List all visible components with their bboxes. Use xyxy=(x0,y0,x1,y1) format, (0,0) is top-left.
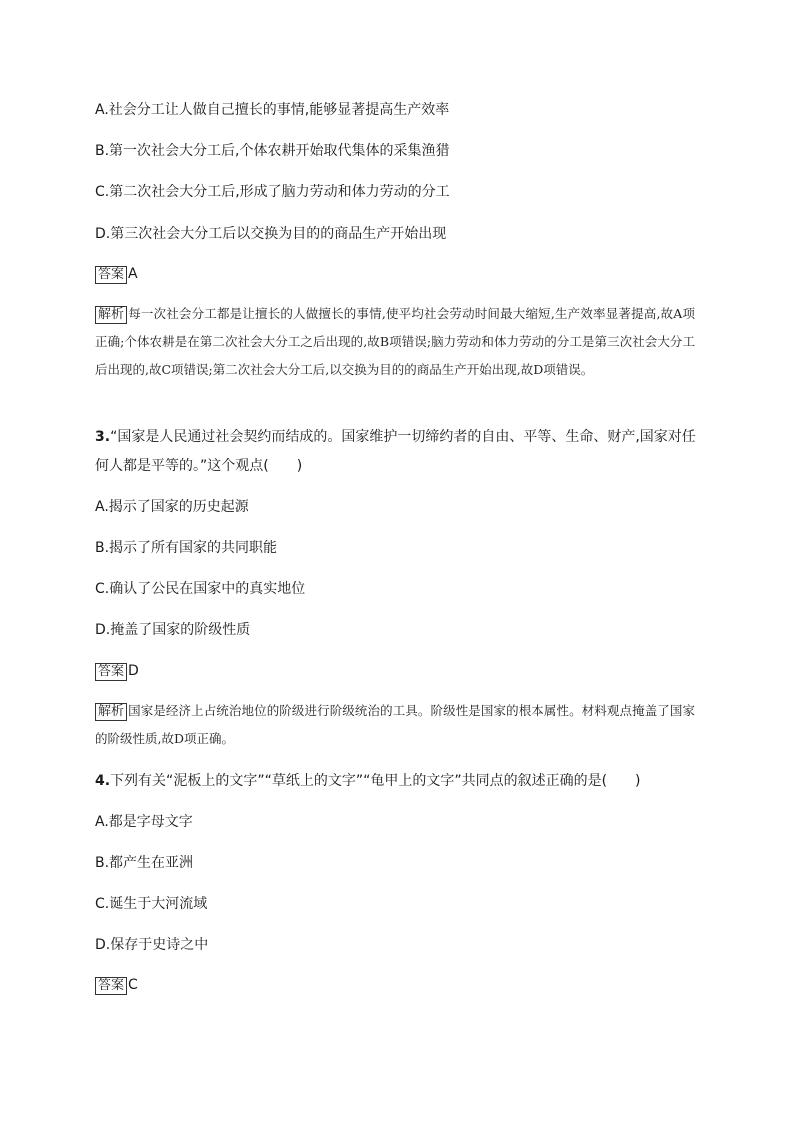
question-number: 4. xyxy=(95,773,111,789)
answer-value: A xyxy=(128,266,138,282)
question-number: 3. xyxy=(95,429,111,445)
analysis-text: 国家是经济上占统治地位的阶级进行阶级统治的工具。阶级性是国家的根本属性。材料观点掩盖了国家的阶级性质,故D项正确。 xyxy=(95,703,695,746)
q2-option-a: A.社会分工让人做自己擅长的事情,能够显著提高生产效率 xyxy=(95,102,450,118)
q2-option-d: D.第三次社会大分工后以交换为目的的商品生产开始出现 xyxy=(95,226,447,242)
q3-option-a: A.揭示了国家的历史起源 xyxy=(95,499,249,515)
q4-answer xyxy=(95,976,138,995)
q2-option-c: C.第二次社会大分工后,形成了脑力劳动和体力劳动的分工 xyxy=(95,184,450,200)
analysis-label: 解析 xyxy=(95,703,127,721)
analysis-text: 每一次社会分工都是让擅长的人做擅长的事情,使平均社会劳动时间最大缩短,生产效率显著提高,故A项正确;个体农耕是在第二次社会大分工之后出现的,故B项错误;脑力劳动和体力劳动的分工是第三次社会大分工后出现的,故C项错误;第二次社会大分工后,以交换为目的的商品生产开始出现,故D项错误。 xyxy=(95,306,695,377)
q2-option-b: B.第一次社会大分工后,个体农耕开始取代集体的采集渔猎 xyxy=(95,143,450,159)
q4-stem: 4.下列有关“泥板上的文字”“草纸上的文字”“龟甲上的文字”共同点的叙述正确的是( ) xyxy=(95,773,641,789)
answer-label: 答案 xyxy=(95,266,127,284)
q3-stem-line1: 3.“国家是人民通过社会契约而结成的。国家维护一切缔约者的自由、平等、生命、财产,国家对任 xyxy=(95,429,696,445)
q2-analysis xyxy=(95,300,695,384)
q4-option-d: D.保存于史诗之中 xyxy=(95,937,209,953)
q3-option-c: C.确认了公民在国家中的真实地位 xyxy=(95,581,306,597)
q4-option-a: A.都是字母文字 xyxy=(95,814,193,830)
q2-answer xyxy=(95,265,138,284)
q3-stem-line2: 何人都是平等的。”这个观点( ) xyxy=(95,458,303,474)
analysis-label: 解析 xyxy=(95,306,127,324)
q3-option-b: B.揭示了所有国家的共同职能 xyxy=(95,540,278,556)
answer-value: C xyxy=(128,977,138,993)
q4-option-b: B.都产生在亚洲 xyxy=(95,855,194,871)
q3-analysis xyxy=(95,697,695,753)
q3-answer xyxy=(95,662,139,681)
answer-value: D xyxy=(128,663,139,679)
answer-label: 答案 xyxy=(95,663,127,681)
q4-option-c: C.诞生于大河流域 xyxy=(95,896,208,912)
q3-option-d: D.掩盖了国家的阶级性质 xyxy=(95,622,251,638)
answer-label: 答案 xyxy=(95,977,127,995)
